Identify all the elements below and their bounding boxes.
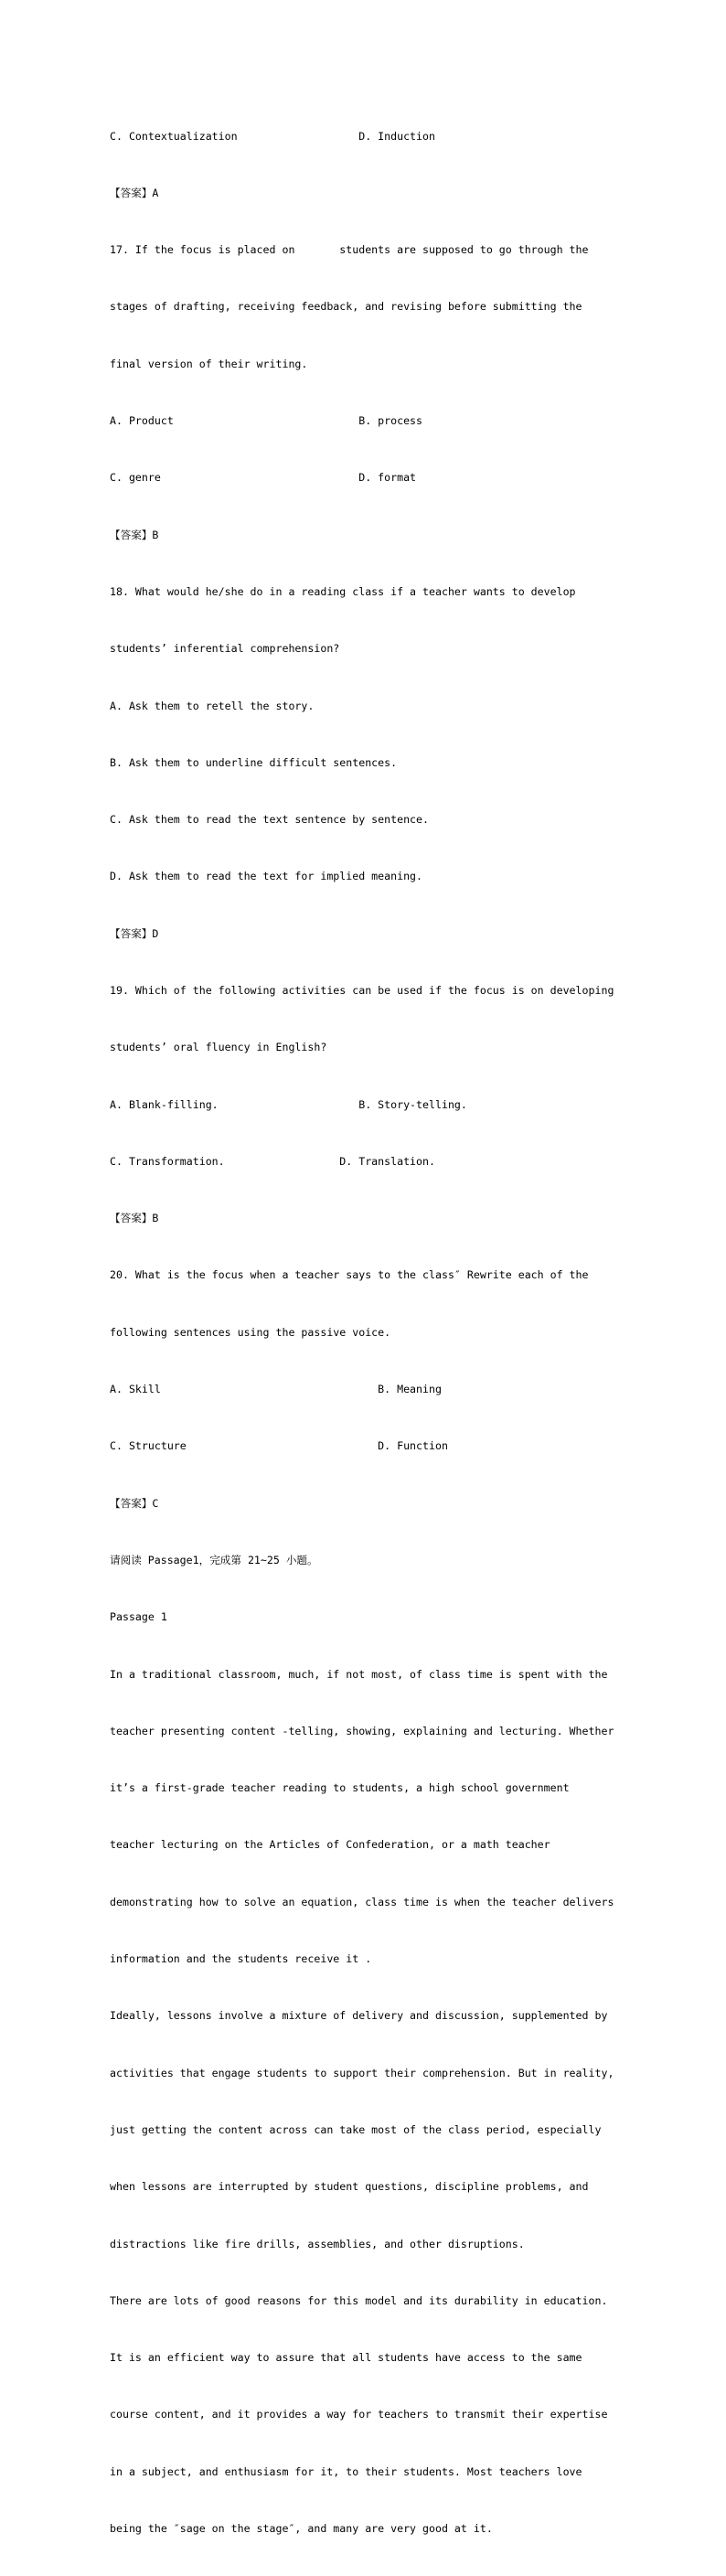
document-text xyxy=(110,89,658,2576)
q17-question-line-1: 17. If the focus is placed on students are supposed to go through the xyxy=(110,243,589,257)
q16-answer-line: 【答案】A xyxy=(110,186,159,199)
q20-question-line-1: 20. What is the focus when a teacher says to the class″ Rewrite each of the xyxy=(110,1268,589,1282)
q20-question-line-2: following sentences using the passive voice. xyxy=(110,1325,391,1339)
q19-question-line-2: students’ oral fluency in English? xyxy=(110,1041,327,1054)
q19-question-line-1: 19. Which of the following activities can be used if the focus is on developing xyxy=(110,983,614,997)
q19-answer-line: 【答案】B xyxy=(110,1212,159,1225)
passage1-para2-line-2: activities that engage students to support their comprehension. But in reality, xyxy=(110,2066,614,2079)
q17-answer-line: 【答案】B xyxy=(110,528,159,541)
q18-answer-line: 【答案】D xyxy=(110,926,159,940)
passage1-para3-line-5: being the ″sage on the stage″, and many are very good at it. xyxy=(110,2522,493,2535)
q18-option-b: B. Ask them to underline difficult sentences. xyxy=(110,755,398,769)
q18-option-d: D. Ask them to read the text for implied meaning. xyxy=(110,870,423,883)
q18-option-a: A. Ask them to retell the story. xyxy=(110,699,315,712)
passage1-para3-line-1: There are lots of good reasons for this model and its durability in education. xyxy=(110,2293,608,2307)
passage1-para1-line-3: it’s a first-grade teacher reading to students, a high school government xyxy=(110,1781,570,1795)
q18-question-line-2: students’ inferential comprehension? xyxy=(110,642,340,656)
passage1-para3-line-3: course content, and it provides a way for teachers to transmit their expertise xyxy=(110,2408,608,2421)
q17-question-line-3: final version of their writing. xyxy=(110,357,308,370)
passage1-para1-line-5: demonstrating how to solve an equation, class time is when the teacher delivers xyxy=(110,1895,614,1908)
q18-option-c: C. Ask them to read the text sentence by sentence. xyxy=(110,813,430,827)
passage1-para1-line-2: teacher presenting content -telling, showing, explaining and lecturing. Whether xyxy=(110,1724,614,1737)
q16-options-row: C. Contextualization D. Induction xyxy=(110,129,435,143)
q20-options-row-1: A. Skill B. Meaning xyxy=(110,1383,442,1396)
q20-options-row-2: C. Structure D. Function xyxy=(110,1439,448,1453)
q17-options-row-2: C. genre D. format xyxy=(110,471,417,485)
passage-title: Passage 1 xyxy=(110,1610,167,1624)
passage1-para2-line-4: when lessons are interrupted by student questions, discipline problems, and xyxy=(110,2180,589,2194)
passage1-para2-line-5: distractions like fire drills, assemblies, and other disruptions. xyxy=(110,2237,525,2250)
passage1-para3-line-2: It is an efficient way to assure that all students have access to the same xyxy=(110,2351,582,2365)
q19-options-row-1: A. Blank-filling. B. Story-telling. xyxy=(110,1097,467,1111)
q19-options-row-2: C. Transformation. D. Translation. xyxy=(110,1154,435,1168)
q20-answer-line: 【答案】C xyxy=(110,1496,159,1510)
passage-instruction-line: 请阅读 Passage1，完成第 21~25 小题。 xyxy=(110,1553,318,1566)
passage1-para2-line-1: Ideally, lessons involve a mixture of delivery and discussion, supplemented by xyxy=(110,2009,608,2023)
passage1-para1-line-4: teacher lecturing on the Articles of Confederation, or a math teacher xyxy=(110,1838,550,1852)
q17-question-line-2: stages of drafting, receiving feedback, and revising before submitting the xyxy=(110,300,582,314)
passage1-para2-line-3: just getting the content across can take most of the class period, especially xyxy=(110,2122,602,2136)
q18-question-line-1: 18. What would he/she do in a reading class if a teacher wants to develop xyxy=(110,584,576,598)
passage1-para1-line-6: information and the students receive it . xyxy=(110,1952,372,1966)
q17-options-row-1: A. Product B. process xyxy=(110,414,423,428)
passage1-para1-line-1: In a traditional classroom, much, if not most, of class time is spent with the xyxy=(110,1667,608,1681)
passage1-para3-line-4: in a subject, and enthusiasm for it, to their students. Most teachers love xyxy=(110,2464,582,2478)
